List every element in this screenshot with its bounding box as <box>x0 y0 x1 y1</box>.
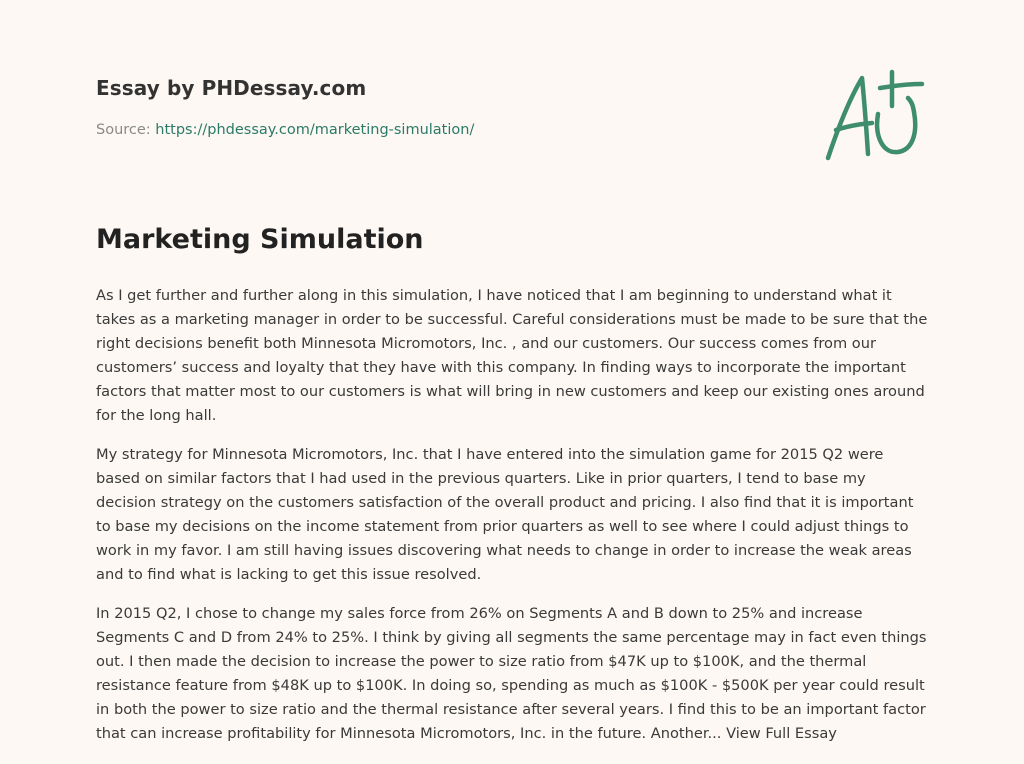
paragraph: My strategy for Minnesota Micromotors, Inc. that I have entered into the simulation game for 2015 Q2 were based on similar factors that I had used in the previous quarters. Like in prior quarters, I tend to base my decision strategy on the customers satisfaction of the overall product and pricing. I also find that it is important to base my decisions on the income statement from prior quarters as well to see where I could adjust things to work in my favor. I am still having issues discovering what needs to change in order to increase the weak areas and to find what is lacking to get this issue resolved. <box>96 446 914 583</box>
paragraph-text: In 2015 Q2, I chose to change my sales force from 26% on Segments A and B down to 25% and increase Segments C and D from 24% to 25%. I think by giving all segments the same percentage may in fact even things out. I then made the decision to increase the power to size ratio from $47K up to $100K, and the thermal resistance feature from $48K up to $100K. In doing so, spending as much as $100K - $500K per year could result in both the power to size ratio and the thermal resistance after several years. I find this to be an important factor that can increase profitability for Minnesota Micromotors, Inc. in the future. Another... <box>96 605 927 742</box>
page-header <box>96 76 796 138</box>
article-title: Marketing Simulation <box>96 224 424 255</box>
source-label: Source: <box>96 122 151 138</box>
article-body <box>96 284 928 761</box>
a-plus-grade-logo-icon <box>822 68 928 164</box>
paragraph <box>96 602 928 746</box>
source-link[interactable]: https://phdessay.com/marketing-simulation/ <box>155 122 475 138</box>
view-full-essay-link[interactable]: View Full Essay <box>726 725 837 742</box>
source-line <box>96 122 796 138</box>
paragraph: As I get further and further along in this simulation, I have noticed that I am beginning to understand what it takes as a marketing manager in order to be successful. Careful considerations must be made to be sure that the right decisions benefit both Minnesota Micromotors, Inc. , and our customers. Our success comes from our customers’ success and loyalty that they have with this company. In finding ways to incorporate the important factors that matter most to our customers is what will bring in new customers and keep our existing ones around for the long hall. <box>96 287 928 424</box>
brand-title: Essay by PHDessay.com <box>96 76 367 100</box>
